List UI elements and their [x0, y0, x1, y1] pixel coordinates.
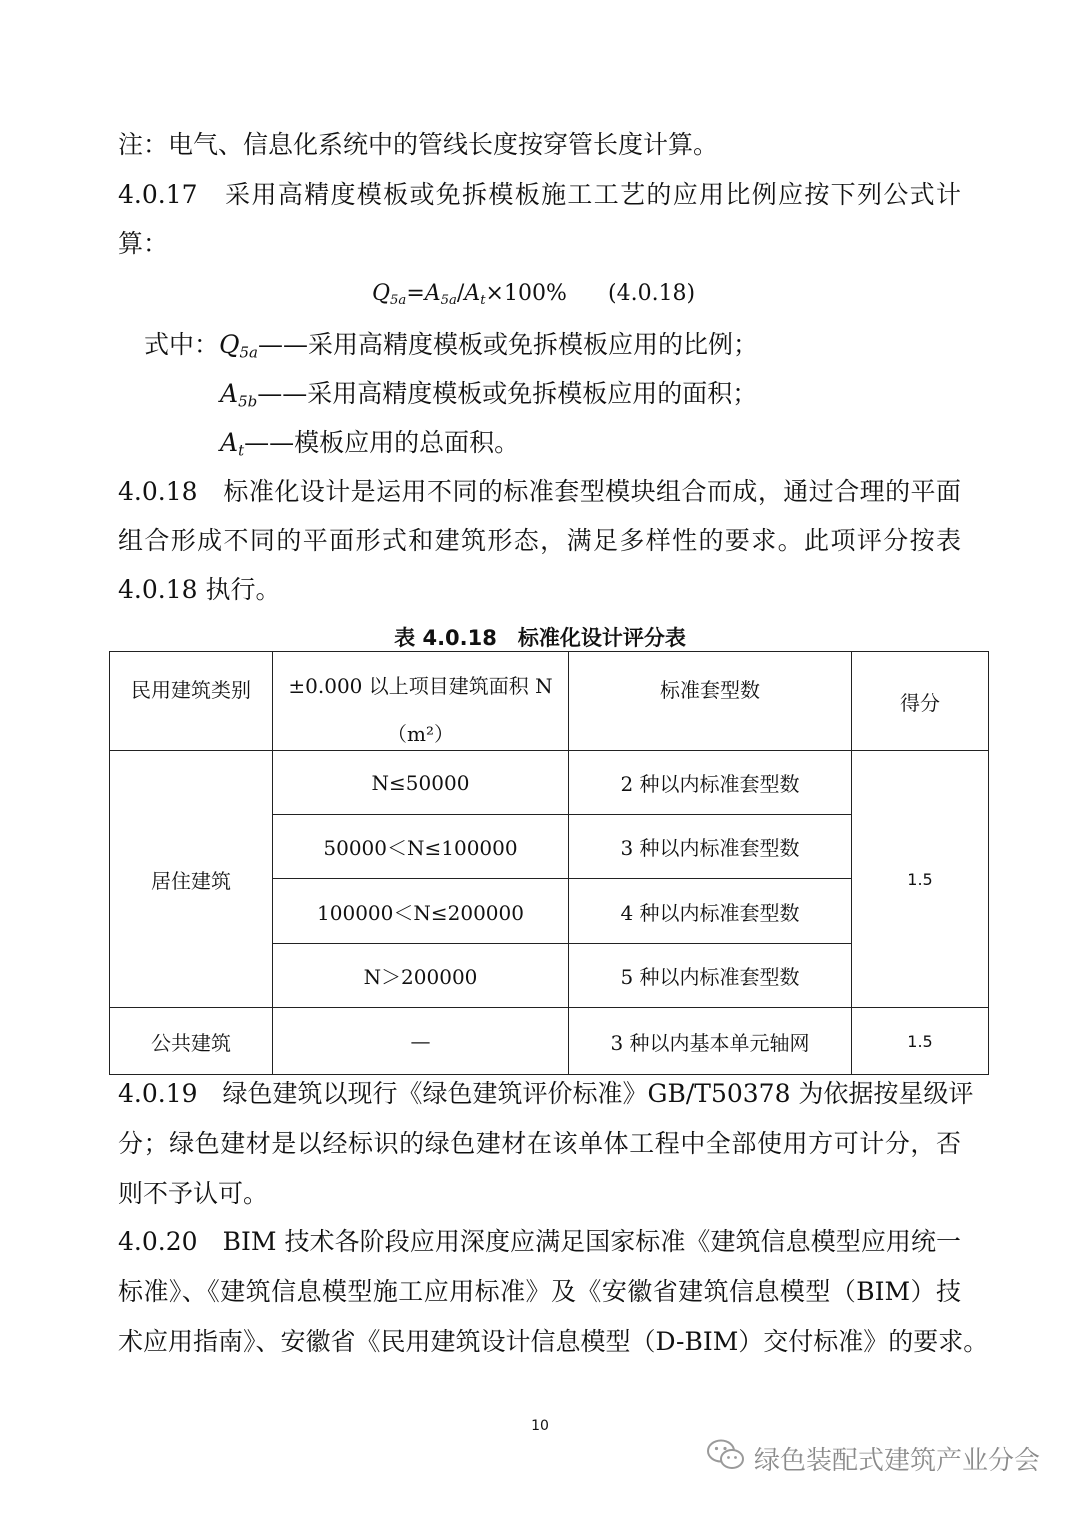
definition-3-text: ——模板应用的总面积。 [244, 428, 520, 457]
residential-area-1: N≤50000 [273, 751, 569, 815]
public-area: — [273, 1008, 569, 1075]
header-area [273, 652, 569, 751]
definition-1-sub: 5a [239, 343, 259, 362]
definition-1-symbol: Q [219, 330, 240, 359]
formula-a1-sub: 5a [440, 292, 457, 308]
clause-4-0-19-line3: 则不予认可。 [118, 1179, 269, 1208]
clause-4-0-20-line2: 标准》、《建筑信息模型施工应用标准》及《安徽省建筑信息模型（BIM）技 [118, 1277, 961, 1306]
definition-2-symbol: A [220, 379, 239, 408]
formula-number: (4.0.18) [608, 281, 696, 306]
formula-div: / [456, 281, 465, 306]
residential-area-3: 100000＜N≤200000 [273, 879, 569, 944]
formula-eq: = [406, 281, 425, 306]
formula-a1: A [424, 281, 441, 306]
residential-score: 1.5 [852, 751, 989, 1008]
public-category: 公共建筑 [110, 1008, 273, 1075]
residential-types-2: 3 种以内标准套型数 [569, 815, 852, 879]
watermark-text: 绿色装配式建筑产业分会 [754, 1446, 1041, 1476]
definition-2-text: ——采用高精度模板或免拆模板应用的面积； [257, 379, 758, 408]
header-score: 得分 [852, 652, 989, 751]
note-line: 注：电气、信息化系统中的管线长度按穿管长度计算。 [118, 130, 719, 159]
formula [372, 281, 567, 309]
table-row [110, 1008, 989, 1075]
definition-prefix: 式中： [144, 330, 220, 359]
definition-1 [144, 330, 758, 362]
residential-area-4: N＞200000 [273, 944, 569, 1008]
standardization-score-table [109, 651, 989, 1075]
residential-types-4: 5 种以内标准套型数 [569, 944, 852, 1008]
table-caption: 表 4.0.18 标准化设计评分表 [394, 626, 686, 650]
public-types: 3 种以内基本单元轴网 [569, 1008, 852, 1075]
definition-2 [220, 379, 757, 411]
table-row [110, 751, 989, 815]
residential-area-2: 50000＜N≤100000 [273, 815, 569, 879]
header-area-line2: （m²） [387, 722, 454, 746]
definition-3-symbol: A [220, 428, 239, 457]
wechat-icon [706, 1438, 754, 1479]
definition-2-sub: 5b [238, 392, 258, 411]
clause-4-0-20-line3: 术应用指南》、安徽省《民用建筑设计信息模型（D-BIM）交付标准》的要求。 [118, 1327, 989, 1356]
formula-a2-sub: t [480, 292, 486, 308]
formula-tail: ×100% [485, 281, 567, 306]
residential-category: 居住建筑 [110, 751, 273, 1008]
clause-4-0-18-line3: 4.0.18 执行。 [118, 575, 281, 604]
header-category: 民用建筑类别 [110, 652, 273, 751]
residential-types-3: 4 种以内标准套型数 [569, 879, 852, 944]
definition-3 [220, 428, 519, 460]
formula-q: Q [372, 281, 391, 306]
clause-4-0-18-line1: 4.0.18 标准化设计是运用不同的标准套型模块组合而成，通过合理的平面 [118, 477, 961, 506]
watermark [706, 1438, 1040, 1479]
page-number: 10 [531, 1418, 549, 1434]
definition-1-text: ——采用高精度模板或免拆模板应用的比例； [258, 330, 759, 359]
clause-4-0-18-line2: 组合形成不同的平面形式和建筑形态，满足多样性的要求。此项评分按表 [118, 526, 961, 555]
clause-4-0-20-line1: 4.0.20 BIM 技术各阶段应用深度应满足国家标准《建筑信息模型应用统一 [118, 1227, 961, 1256]
formula-q-sub: 5a [390, 292, 407, 308]
clause-4-0-19-line1: 4.0.19 绿色建筑以现行《绿色建筑评价标准》GB/T50378 为依据按星级评 [118, 1079, 974, 1108]
clause-4-0-17-line2: 算： [118, 229, 169, 258]
formula-a2: A [464, 281, 481, 306]
clause-4-0-17-line1: 4.0.17 采用高精度模板或免拆模板施工工艺的应用比例应按下列公式计 [118, 180, 961, 209]
clause-4-0-19-line2: 分；绿色建材是以经标识的绿色建材在该单体工程中全部使用方可计分，否 [118, 1129, 961, 1158]
table-header-row [110, 652, 989, 751]
header-types: 标准套型数 [569, 652, 852, 751]
residential-types-1: 2 种以内标准套型数 [569, 751, 852, 815]
public-score: 1.5 [852, 1008, 989, 1075]
header-area-line1: ±0.000 以上项目建筑面积 N [288, 674, 553, 698]
definition-3-sub: t [238, 441, 245, 460]
